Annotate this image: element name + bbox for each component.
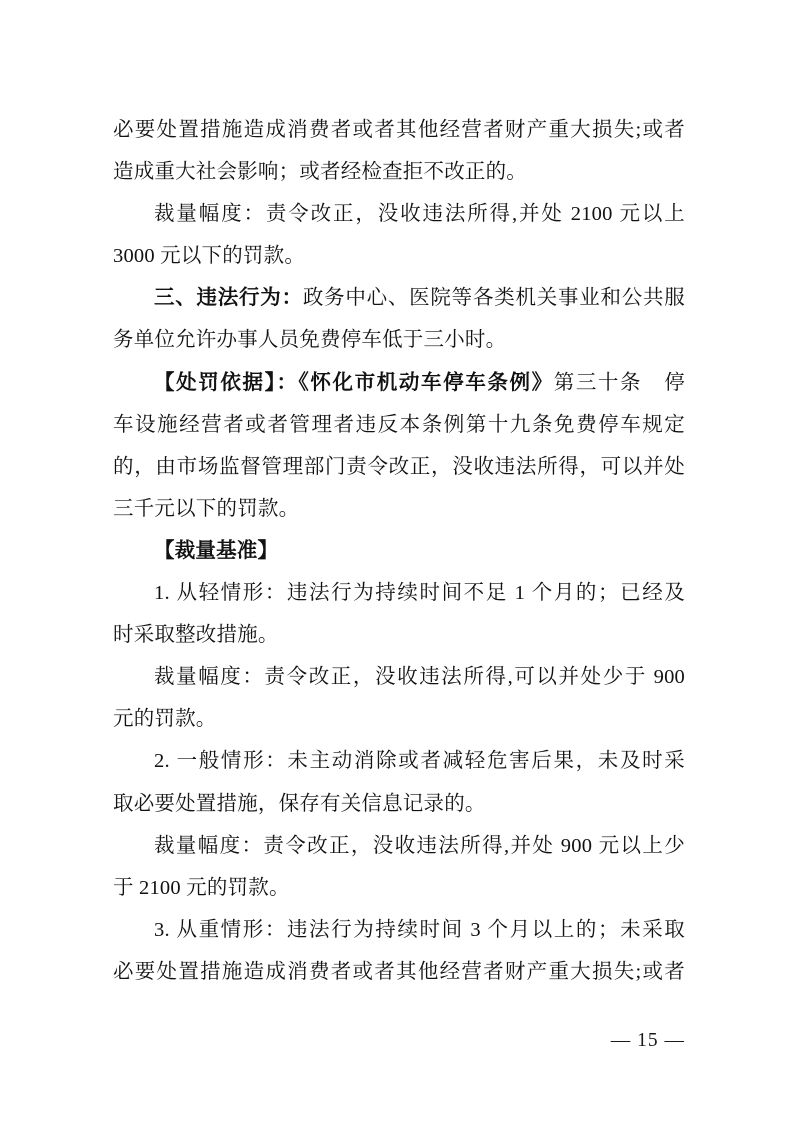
text-line xyxy=(113,740,685,782)
text-line xyxy=(113,614,685,656)
document-lines xyxy=(113,109,685,993)
text-segment: 三千元以下的罚款。 xyxy=(113,497,300,520)
text-line xyxy=(113,951,685,993)
text-segment: 1. 从轻情形：违法行为持续时间不足 1 个月的；已经及 xyxy=(154,582,685,605)
text-line xyxy=(113,109,685,151)
text-segment: 必要处置措施造成消费者或者其他经营者财产重大损失;或者 xyxy=(113,960,685,983)
bold-text-segment: 三、违法行为： xyxy=(154,287,303,310)
text-line xyxy=(113,698,685,740)
text-segment: 裁量幅度：责令改正，没收违法所得,并处 900 元以上少 xyxy=(154,834,685,857)
text-line xyxy=(113,235,685,277)
text-segment: 3000 元以下的罚款。 xyxy=(113,245,306,268)
text-segment: 取必要处置措施，保存有关信息记录的。 xyxy=(113,792,486,815)
text-line xyxy=(113,783,685,825)
text-line xyxy=(113,825,685,867)
text-segment: 造成重大社会影响；或者经检查拒不改正的。 xyxy=(113,161,527,184)
text-line xyxy=(113,909,685,951)
text-line xyxy=(113,404,685,446)
text-segment: 裁量幅度：责令改正，没收违法所得,并处 2100 元以上 xyxy=(154,203,685,226)
text-segment: 政务中心、医院等各类机关事业和公共服 xyxy=(302,287,685,310)
text-line xyxy=(113,277,685,319)
text-segment: 的，由市场监督管理部门责令改正，没收违法所得，可以并处 xyxy=(113,455,685,478)
text-segment: 于 2100 元的罚款。 xyxy=(113,876,290,899)
text-line xyxy=(113,572,685,614)
text-line xyxy=(113,151,685,193)
text-line xyxy=(113,488,685,530)
text-line xyxy=(113,530,685,572)
text-segment: 第三十条 停 xyxy=(553,371,685,394)
text-line xyxy=(113,867,685,909)
text-segment: 3. 从重情形：违法行为持续时间 3 个月以上的；未采取 xyxy=(154,918,685,941)
text-line xyxy=(113,319,685,361)
text-segment: 车设施经营者或者管理者违反本条例第十九条免费停车规定 xyxy=(113,413,685,436)
text-line xyxy=(113,193,685,235)
text-segment: 时采取整改措施。 xyxy=(113,624,279,647)
text-segment: 2. 一般情形：未主动消除或者减轻危害后果，未及时采 xyxy=(154,750,685,773)
text-line xyxy=(113,362,685,404)
bold-text-segment: 【裁量基准】 xyxy=(154,539,279,562)
text-segment: 元的罚款。 xyxy=(113,708,217,731)
page-number-footer: — 15 — xyxy=(610,1030,685,1051)
bold-text-segment: 【处罚依据】：《怀化市机动车停车条例》 xyxy=(154,371,554,394)
text-line xyxy=(113,446,685,488)
text-segment: 务单位允许办事人员免费停车低于三小时。 xyxy=(113,329,507,352)
text-line xyxy=(113,656,685,698)
text-segment: 裁量幅度：责令改正，没收违法所得,可以并处少于 900 xyxy=(154,666,685,689)
text-segment: 必要处置措施造成消费者或者其他经营者财产重大损失;或者 xyxy=(113,119,685,141)
